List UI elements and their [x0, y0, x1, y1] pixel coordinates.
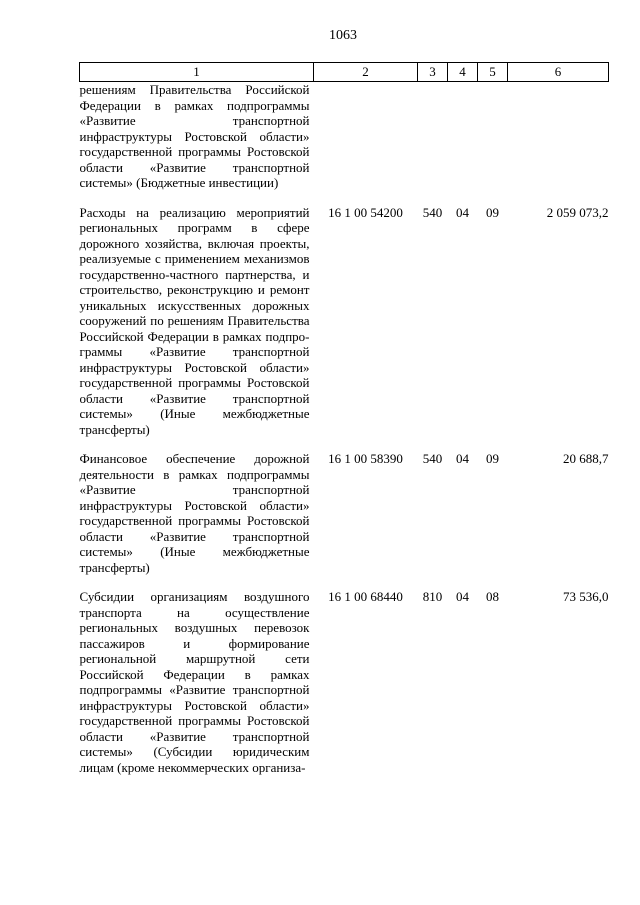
row-expense-type: 540 — [422, 204, 443, 220]
row-description: Расходы на реализацию мероприятий региональных программ в сфере дорожного хозяйства, включая проекты, реализуемые с применением механизмов государственно-частного партнерства, и строительство, реконструкцию и ремонт уникальных искусственных дорожных сооружений по решениям Правительства Российской Федерации в рамках подпрограммы «Развитие транспортной инфраструктуры Ростовской области» государственной программы Ростовской области «Развитие транспортной системы» (Иные межбюджетные трансферты) — [79, 204, 310, 437]
table-row — [80, 205, 609, 438]
page-number: 1063 — [329, 28, 357, 43]
row-amount: 73 536,0 — [563, 589, 609, 604]
row-description: решениям Правительства Российской Федерации в рамках подпрограммы «Развитие транспортной инфраструктуры Ростовской области» государственной программы Ростовской области «Развитие транспортной системы» (Бюджетные инвестиции) — [79, 82, 310, 190]
header-col-5: 5 — [478, 63, 508, 82]
row-amount: 20 688,7 — [563, 451, 609, 466]
header-col-3: 3 — [418, 63, 448, 82]
row-amount — [508, 82, 609, 191]
row-subsection: 08 — [486, 589, 499, 604]
table-row — [80, 589, 609, 775]
row-spacer — [80, 191, 609, 205]
row-subsection: 09 — [486, 451, 499, 466]
row-spacer — [80, 575, 609, 589]
row-spacer — [80, 437, 609, 451]
row-section — [448, 82, 478, 191]
header-col-4: 4 — [448, 63, 478, 82]
row-description: Субсидии организациям воздушного транспорта на осуществление региональных воздушных перевозок пассажиров и формирование региональной маршрутной сети Российской Федерации в рамках подпрограммы «Развитие транспортной инфраструктуры Ростовской области» государственной программы Ростовской области «Развитие транспортной системы» (Субсидии юридическим лицам (кроме некоммерческих организа- — [79, 589, 310, 775]
row-code: 16 1 00 58390 — [328, 451, 403, 466]
row-code: 16 1 00 54200 — [328, 204, 403, 220]
header-col-2: 2 — [314, 63, 418, 82]
header-col-6: 6 — [508, 63, 609, 82]
row-section: 04 — [456, 204, 469, 220]
table-row — [80, 82, 609, 191]
header-col-1: 1 — [80, 63, 314, 82]
row-code: 16 1 00 68440 — [328, 589, 403, 604]
row-subsection: 09 — [486, 204, 499, 220]
row-expense-type: 810 — [422, 589, 443, 604]
row-amount: 2 059 073,2 — [546, 204, 609, 220]
row-expense-type: 540 — [422, 451, 443, 466]
row-subsection — [478, 82, 508, 191]
row-section: 04 — [456, 451, 469, 466]
row-description: Финансовое обеспечение дорожной деятельности в рамках подпрограммы «Развитие транспортной инфраструктуры Ростовской области» государственной программы Ростовской области «Развитие транспортной системы» (Иные межбюджетные трансферты) — [79, 451, 310, 575]
header-row — [80, 63, 609, 82]
row-expense-type — [418, 82, 448, 191]
table-row — [80, 451, 609, 575]
budget-table — [79, 62, 609, 775]
row-section: 04 — [456, 589, 469, 604]
row-code — [314, 82, 418, 191]
